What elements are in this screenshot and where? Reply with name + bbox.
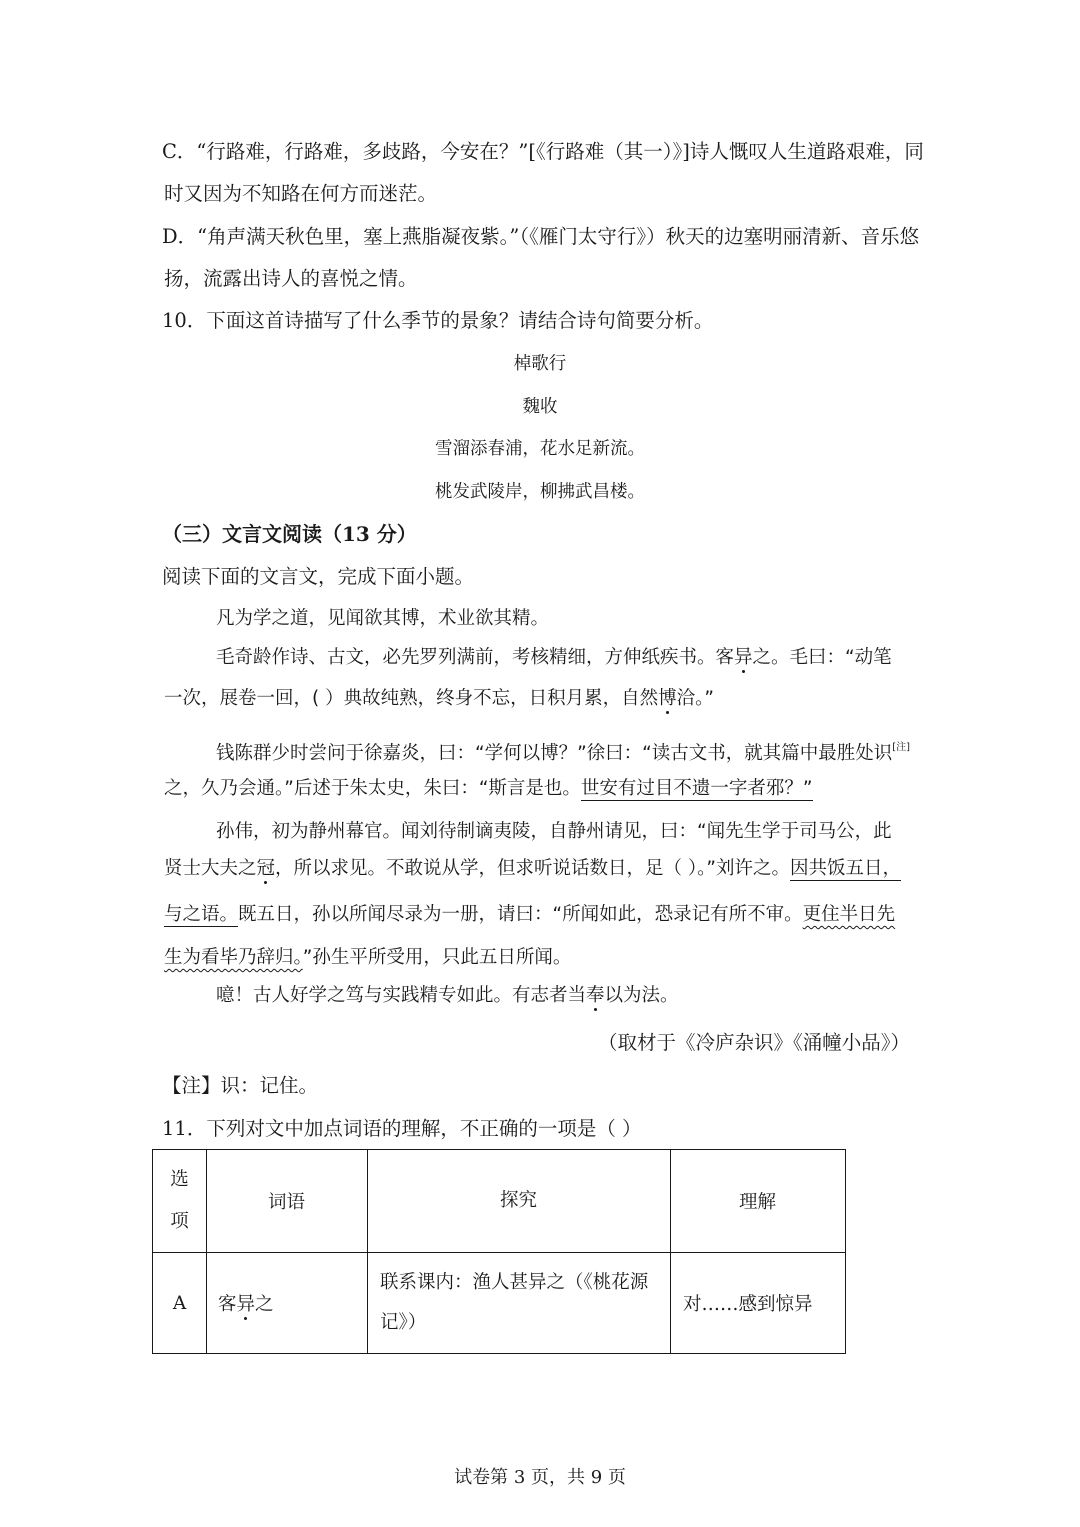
text-span: 之 bbox=[255, 1294, 274, 1315]
text-span: 以为法。 bbox=[604, 985, 679, 1006]
text-span: 贤士大夫之 bbox=[164, 858, 257, 879]
header-explore: 探究 bbox=[368, 1150, 671, 1253]
table-row bbox=[153, 1253, 846, 1354]
header-option-char-2: 项 bbox=[170, 1211, 189, 1232]
text-span: ，所以求见。不敢说从学，但求听说话数日，足（ ）。”刘许之。 bbox=[275, 858, 790, 879]
text-span: 既五日，孙以所闻尽录为一册，请曰：“所闻如此，恐录记有所不审。 bbox=[238, 904, 803, 925]
header-option bbox=[153, 1150, 207, 1253]
header-option-label bbox=[154, 1159, 205, 1243]
passage-paragraph-2-line1 bbox=[216, 644, 892, 672]
option-c-line1: C．“行路难，行路难，多歧路，今安在？”[《行路难（其一）》]诗人慨叹人生道路艰难，同 bbox=[162, 140, 924, 163]
section-instruction: 阅读下面的文言文，完成下面小题。 bbox=[162, 565, 475, 588]
passage-paragraph-3-line1 bbox=[216, 734, 910, 768]
text-span: 之。毛曰：“动笔 bbox=[752, 647, 892, 668]
dotted-word: 博 bbox=[658, 688, 677, 709]
passage-paragraph-4-line1: 孙伟，初为静州幕官。闻刘待制谪夷陵，自静州请见，曰：“闻先生学于司马公，此 bbox=[216, 821, 892, 842]
explore-line-2: 记》） bbox=[380, 1312, 427, 1333]
passage-paragraph-4-line2 bbox=[164, 855, 901, 883]
question-11: 11．下列对文中加点词语的理解，不正确的一项是（ ） bbox=[162, 1117, 642, 1140]
meaning-cell: 对……感到惊异 bbox=[671, 1253, 846, 1354]
passage-paragraph-1: 凡为学之道，见闻欲其博，术业欲其精。 bbox=[216, 608, 550, 629]
table-header-row bbox=[153, 1150, 846, 1253]
option-cell: A bbox=[153, 1253, 207, 1354]
dotted-word: 冠 bbox=[256, 858, 276, 879]
dotted-word: 异 bbox=[236, 1294, 256, 1315]
page-footer: 试卷第 3 页，共 9 页 bbox=[454, 1467, 626, 1488]
underlined-sentence: 世安有过目不遗一字者邪？” bbox=[580, 778, 813, 799]
underlined-sentence: 因共饭五日， bbox=[790, 858, 902, 879]
dotted-word: 奉 bbox=[586, 985, 605, 1006]
section-heading: （三）文言文阅读（13 分） bbox=[162, 522, 417, 546]
explore-line-1: 联系课内：渔人甚异之（《桃花源 bbox=[380, 1272, 649, 1293]
option-c-line2: 时又因为不知路在何方而迷茫。 bbox=[164, 182, 438, 205]
text-span: 毛奇龄作诗、古文，必先罗列满前，考核精细，方伸纸疾书。客 bbox=[216, 647, 735, 668]
text-span: 一次，展卷一回，( ）典故纯熟，终身不忘，日积月累，自然 bbox=[164, 688, 659, 709]
passage-source: （取材于《冷庐杂识》《涌幢小品》） bbox=[597, 1031, 910, 1054]
poem-line-1: 雪溜添春浦，花水足新流。 bbox=[435, 439, 645, 459]
poem-line-2: 桃发武陵岸，柳拂武昌楼。 bbox=[435, 482, 645, 502]
question-10: 10．下面这首诗描写了什么季节的景象？请结合诗句简要分析。 bbox=[162, 309, 714, 332]
text-span: 之，久乃会通。”后述于朱太史，朱曰：“斯言是也。 bbox=[164, 778, 581, 799]
word-cell bbox=[207, 1253, 368, 1354]
underlined-sentence: 与之语。 bbox=[164, 904, 239, 925]
passage-paragraph-4-line3 bbox=[164, 901, 895, 929]
passage-paragraph-2-line2 bbox=[164, 685, 714, 713]
text-span: 客 bbox=[218, 1294, 237, 1315]
wavy-underlined-sentence: 更住半日先 bbox=[802, 904, 896, 925]
explore-cell bbox=[368, 1253, 671, 1354]
poem-title: 棹歌行 bbox=[513, 354, 567, 374]
header-word: 词语 bbox=[207, 1150, 368, 1253]
footnote: 【注】识：记住。 bbox=[162, 1074, 319, 1097]
passage-paragraph-3-line2 bbox=[164, 775, 813, 803]
wavy-underlined-sentence: 生为看毕乃辞归。 bbox=[164, 947, 303, 968]
footnote-marker: [注] bbox=[892, 742, 911, 753]
text-span: ”孙生平所受用，只此五日所闻。 bbox=[302, 947, 572, 968]
text-span: 洽。” bbox=[676, 688, 714, 709]
poem-author: 魏收 bbox=[522, 397, 558, 417]
text-span: 钱陈群少时尝问于徐嘉炎，曰：“学何以博？”徐曰：“读古文书，就其篇中最胜处识 bbox=[216, 743, 893, 764]
option-d-line2: 扬，流露出诗人的喜悦之情。 bbox=[164, 267, 418, 290]
dotted-word: 异 bbox=[734, 647, 753, 668]
header-option-char-1: 选 bbox=[170, 1169, 189, 1190]
options-table bbox=[152, 1149, 846, 1354]
passage-paragraph-4-line4 bbox=[164, 944, 571, 972]
passage-paragraph-5 bbox=[216, 982, 679, 1010]
text-span: 噫！古人好学之笃与实践精专如此。有志者当 bbox=[216, 985, 587, 1006]
option-d-line1: D．“角声满天秋色里，塞上燕脂凝夜紫。”（《雁门太守行》）秋天的边塞明丽清新、音乐悠 bbox=[162, 225, 920, 248]
header-meaning: 理解 bbox=[671, 1150, 846, 1253]
